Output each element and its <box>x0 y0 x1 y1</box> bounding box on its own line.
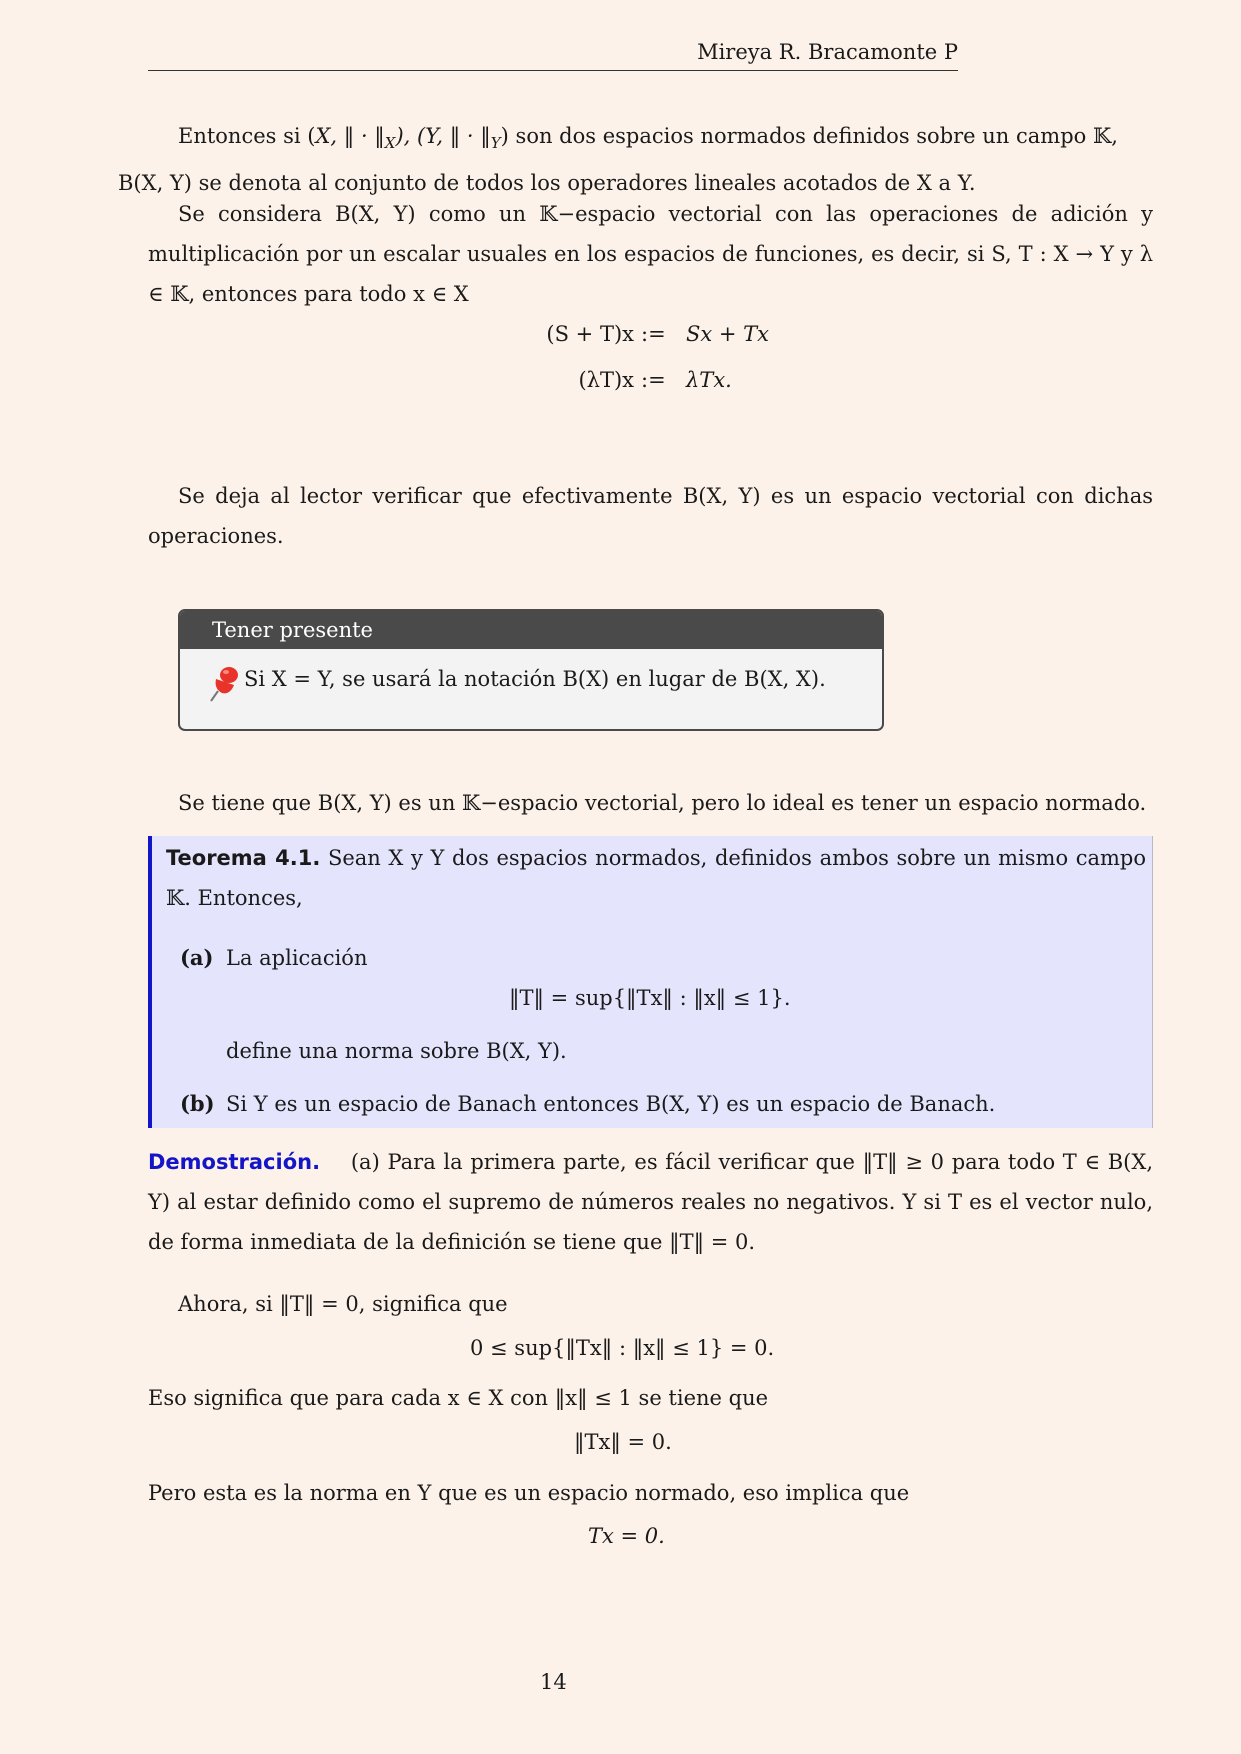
paragraph-operations: Se considera B(X, Y) como un 𝕂−espacio vectorial con las operaciones de adición y multiplicación por un escalar usuales en los espacios de funciones, es decir, si S, T : X → Y y λ ∈ 𝕂, entonces para todo x ∈ X <box>148 202 1153 306</box>
intro-line2: B(X, Y) se denota al conjunto de todos los operadores lineales acotados de X a Y. <box>118 171 976 196</box>
header-author: Mireya R. Bracamonte P <box>697 40 958 64</box>
theorem-item-b-text: Si Y es un espacio de Banach entonces B(X, Y) es un espacio de Banach. <box>226 1092 996 1116</box>
paragraph-verify: Se deja al lector verificar que efectivamente B(X, Y) es un espacio vectorial con dichas operaciones. <box>148 484 1153 548</box>
intro-line1-b: X, ‖ · ‖ <box>315 124 385 148</box>
theorem-title: Teorema 4.1. <box>166 846 321 870</box>
theorem-norm-equation: ‖T‖ = sup{‖Tx‖ : ‖x‖ ≤ 1}. <box>509 986 791 1010</box>
proof-p2: Ahora, si ‖T‖ = 0, significa que <box>178 1292 508 1316</box>
note-body <box>180 649 882 727</box>
pushpin-icon <box>208 665 242 703</box>
intro-line1-a: Entonces si ( <box>178 124 316 148</box>
proof-title: Demostración. <box>148 1150 321 1174</box>
intro-paragraph <box>118 116 1153 203</box>
eq-sum-rhs: Sx + Tx <box>686 322 770 346</box>
eq-scalar-op: := <box>641 368 666 392</box>
paragraph-normed: Se tiene que B(X, Y) es un 𝕂−espacio vectorial, pero lo ideal es tener un espacio normado. <box>178 791 1147 815</box>
eq-scalar-rhs: λTx. <box>686 368 732 392</box>
intro-line1-c: X <box>384 134 396 153</box>
eq-scalar-lhs: (λT)x <box>578 368 634 392</box>
theorem-item-a-after: define una norma sobre B(X, Y). <box>226 1039 567 1063</box>
note-title: Tener presente <box>180 611 882 649</box>
proof-p4: Pero esta es la norma en Y que es un espacio normado, eso implica que <box>148 1481 910 1505</box>
eq-sum-op: := <box>641 322 666 346</box>
running-header <box>148 36 958 71</box>
theorem-item-a-text: La aplicación <box>226 946 368 970</box>
note-text: Si X = Y, se usará la notación B(X) en lugar de B(X, X). <box>244 667 826 691</box>
theorem-intro <box>166 838 1146 918</box>
proof-paragraph <box>148 1142 1153 1262</box>
proof-eq-sup: 0 ≤ sup{‖Tx‖ : ‖x‖ ≤ 1} = 0. <box>470 1336 775 1360</box>
intro-line1-f: ) son dos espacios normados definidos sobre un campo 𝕂, <box>500 124 1118 148</box>
theorem-box <box>148 836 1153 1128</box>
proof-eq-tx-zero: Tx = 0. <box>588 1524 665 1548</box>
proof-text: (a) Para la primera parte, es fácil verificar que ‖T‖ ≥ 0 para todo T ∈ B(X, Y) al estar definido como el supremo de números reales no negativos. Y si T es el vector nulo, de forma inmediata de la definición se tiene que ‖T‖ = 0. <box>148 1150 1153 1254</box>
page-number: 14 <box>540 1670 567 1694</box>
intro-line1-e: Y <box>490 134 501 153</box>
theorem-intro-text: Sean X y Y dos espacios normados, definidos ambos sobre un mismo campo 𝕂. Entonces, <box>166 846 1146 910</box>
proof-eq-tx-norm: ‖Tx‖ = 0. <box>574 1430 672 1454</box>
proof-p3: Eso significa que para cada x ∈ X con ‖x‖ ≤ 1 se tiene que <box>148 1386 769 1410</box>
eq-sum-lhs: (S + T)x <box>546 322 634 346</box>
intro-line1-d: ), (Y, ‖ · ‖ <box>395 124 491 148</box>
theorem-item-a-label: (a) <box>180 945 214 970</box>
note-box <box>178 609 884 731</box>
theorem-item-b-label: (b) <box>180 1091 215 1116</box>
